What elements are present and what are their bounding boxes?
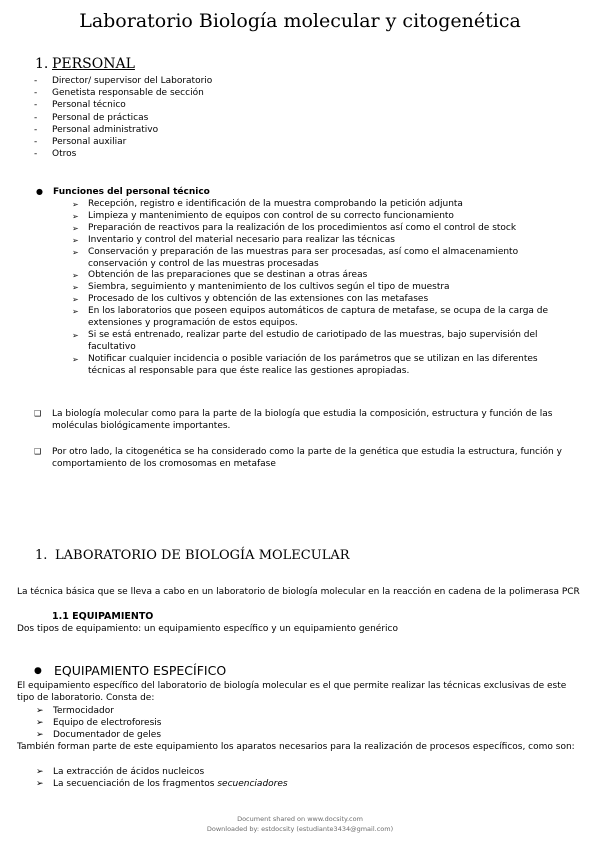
list-item: ➢ La extracción de ácidos nucleicos [36,767,205,777]
list-item: ➢ Termocidador [36,706,114,716]
list-item: ➢ Siembra, seguimiento y mantenimiento de los cultivos según el tipo de muestra [72,282,450,293]
list-item: ➢ Preparación de reactivos para la realización de los procedimientos así como el control de stock [72,222,517,233]
arrow-bullet-icon: ➢ [36,706,44,716]
functions-heading: ● Funciones del personal técnico [36,187,210,197]
arrow-bullet-icon: ➢ [36,767,44,777]
footer-downloaded-line: Downloaded by: estdocsity (estudiante3434@gmail.com) [206,824,394,833]
list-item: ➢ En los laboratorios que poseen equipos automáticos de captura de metafase, se ocupa de la carga de extensiones y programación de estos equipos. [72,306,549,329]
arrow-bullet-icon: ➢ [72,223,79,233]
section-molecular-lab-heading [35,548,350,563]
dash-marker: - [34,88,38,99]
bullet-icon: ● [36,187,43,196]
dash-marker: - [34,137,38,148]
section-title: PERSONAL [52,56,135,72]
list-item: - Personal técnico [34,100,126,111]
dash-marker: - [34,112,38,123]
list-item: ➢ Documentador de geles [36,730,162,740]
section-number: 1. [35,56,49,72]
additional-equipment-list [36,766,288,790]
list-item: - Personal auxiliar [34,137,127,148]
functions-list [72,199,572,378]
bullet-icon: ● [34,666,42,676]
list-item: ➢ Equipo de electroforesis [36,718,162,728]
arrow-bullet-icon: ➢ [72,295,79,305]
arrow-bullet-icon: ➢ [72,211,79,221]
specific-equipment-description: El equipamiento específico del laboratorio de biología molecular es el que permite realizar las técnicas exclusivas de este tipo de laboratorio. Consta de: [17,681,567,703]
dash-marker: - [34,149,38,160]
arrow-bullet-icon: ➢ [72,283,79,293]
document-title: Laboratorio Biología molecular y citogenética [79,10,521,32]
list-item: ➢ Limpieza y mantenimiento de equipos con control de su correcto funcionamiento [72,210,454,221]
definition-cytogenetics: ❑ Por otro lado, la citogenética se ha considerado como la parte de la genética que estudia la estructura, función y comportamiento de los cromosomas en metafase [34,447,562,469]
list-item: - Genetista responsable de sección [34,88,204,99]
section-number: 1. [35,548,48,563]
list-item: - Personal de prácticas [34,112,149,123]
arrow-bullet-icon: ➢ [36,718,44,728]
footer-shared-line: Document shared on www.docsity.com [237,815,363,823]
docsity-footer [0,815,600,834]
section-title: LABORATORIO DE BIOLOGÍA MOLECULAR [55,548,350,563]
personal-list [34,75,212,160]
additional-equipment-paragraph: También forman parte de este equipamiento los aparatos necesarios para la realización de procesos específicos, como son: [17,742,575,752]
dash-marker: - [34,124,38,135]
definition-molecular: ❑ La biología molecular como para la parte de la biología que estudia la composición, estructura y función de las moléculas biológicamente importantes. [34,409,553,431]
arrow-bullet-icon: ➢ [36,779,44,789]
specific-equipment-list [36,705,161,741]
list-item: ➢ Si se está entrenado, realizar parte del estudio de cariotipado de las muestras, bajo supervisión del facultativo [72,329,538,352]
arrow-bullet-icon: ➢ [72,330,79,340]
list-item: ➢ La secuenciación de los fragmentos secuenciadores [36,779,288,789]
checkbox-bullet-icon: ❑ [34,447,42,456]
list-item: - Director/ supervisor del Laboratorio [34,76,213,86]
arrow-bullet-icon: ➢ [72,271,79,281]
equipment-subheading: 1.1 EQUIPAMIENTO [52,611,154,622]
arrow-bullet-icon: ➢ [72,200,79,209]
specific-equipment-heading: ● EQUIPAMIENTO ESPECÍFICO [34,663,227,678]
checkbox-bullet-icon: ❑ [34,409,42,418]
list-item: ➢ Notificar cualquier incidencia o posible variación de los parámetros que se utilizan en las diferentes técnicas al responsable para que éste realice las gestiones apropiadas. [72,353,538,376]
list-item: ➢ Conservación y preparación de las muestras para ser procesadas, así como el almacenamiento conservación y control de las muestras procesadas [72,246,519,269]
list-item: - Otros [34,149,77,160]
pcr-intro-paragraph: La técnica básica que se lleva a cabo en un laboratorio de biología molecular en la reacción en cadena de la polimerasa PCR [17,587,580,597]
arrow-bullet-icon: ➢ [72,247,79,257]
arrow-bullet-icon: ➢ [72,235,79,245]
list-item: ➢ Inventario y control del material necesario para realizar las técnicas [72,234,395,245]
arrow-bullet-icon: ➢ [72,354,79,364]
list-item: ➢ Recepción, registro e identificación de la muestra comprobando la petición adjunta [72,199,463,209]
equipment-intro-paragraph: Dos tipos de equipamiento: un equipamiento específico y un equipamiento genérico [17,624,398,634]
section-personal-heading [35,56,135,72]
list-item: ➢ Obtención de las preparaciones que se destinan a otras áreas [72,270,368,281]
list-item: ➢ Procesado de los cultivos y obtención de las extensiones con las metafases [72,294,429,305]
arrow-bullet-icon: ➢ [36,730,44,740]
dash-marker: - [34,76,38,86]
arrow-bullet-icon: ➢ [72,307,79,317]
list-item: - Personal administrativo [34,124,159,135]
dash-marker: - [34,100,38,111]
